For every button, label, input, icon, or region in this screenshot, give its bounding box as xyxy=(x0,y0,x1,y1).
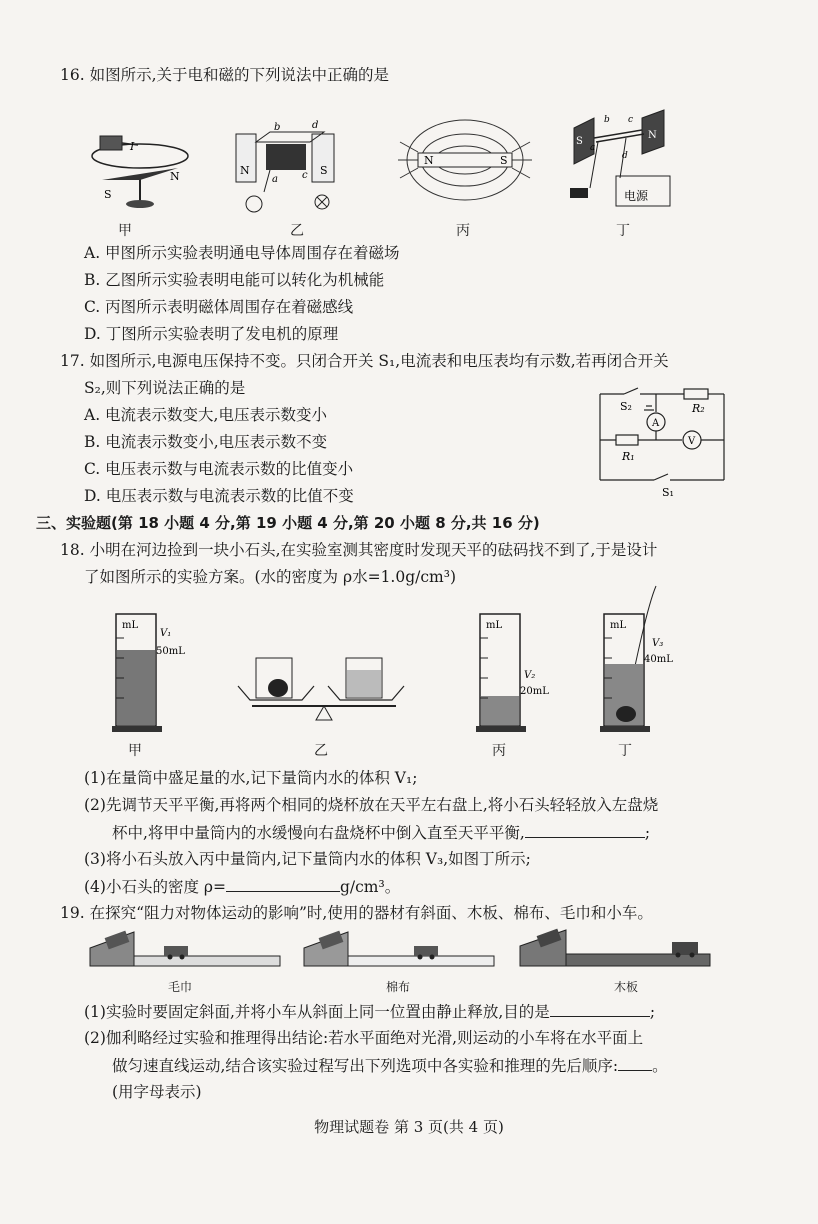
q18-step-4 xyxy=(84,875,400,898)
label-ammeter: A xyxy=(652,418,660,429)
q19-step-2: (2)伽利略经过实验和推理得出结论:若水平面绝对光滑,则运动的小车将在水平面上 xyxy=(84,1029,644,1047)
fig19-caption-cotton: 棉布 xyxy=(386,980,411,994)
q17-stem-2: S₂,则下列说法正确的是 xyxy=(84,379,246,397)
q18-step-1: (1)在量筒中盛足量的水,记下量筒内水的体积 V₁; xyxy=(84,769,418,787)
q16-option-b: B. 乙图所示实验表明电能可以转化为机械能 xyxy=(84,271,385,289)
q19-figure-board xyxy=(518,924,714,974)
fig18-caption-ding: 丁 xyxy=(618,743,632,759)
q19-step-2-text: 做匀速直线运动,结合该实验过程写出下列选项中各实验和推理的先后顺序: xyxy=(112,1057,619,1075)
label-S: S xyxy=(104,188,112,201)
answer-blank-2[interactable] xyxy=(226,875,340,892)
label-r2: R₂ xyxy=(692,402,705,415)
q18-step-4-unit: g/cm³。 xyxy=(339,878,401,896)
q19-period: 。 xyxy=(652,1057,668,1075)
fig-caption-ding: 丁 xyxy=(616,223,630,239)
q19-figure-towel xyxy=(86,926,284,974)
q16-figure-ding xyxy=(560,98,676,216)
q18-step-2-text: 杯中,将甲中量筒内的水缓慢向右盘烧杯中倒入直至天平平衡, xyxy=(112,824,525,842)
q19-semicolon: ; xyxy=(649,1003,656,1021)
label-r1: R₁ xyxy=(622,450,635,463)
label-b: b xyxy=(604,115,610,125)
fig18-caption-yi: 乙 xyxy=(314,743,328,759)
fig-caption-jia: 甲 xyxy=(118,223,132,239)
fig18-caption-bing: 丙 xyxy=(492,743,506,759)
q18-cylinder-jia xyxy=(112,608,192,738)
label-c: c xyxy=(302,170,308,181)
fig19-caption-board: 木板 xyxy=(614,980,639,994)
label-a: a xyxy=(272,174,278,185)
label-d: d xyxy=(312,120,319,131)
label-N: N xyxy=(648,130,657,141)
q18-step-2: (2)先调节天平平衡,再将两个相同的烧杯放在天平左右盘上,将小石头轻轻放入左盘烧 xyxy=(84,796,659,814)
label-S: S xyxy=(576,136,583,147)
label-b: b xyxy=(274,122,281,133)
label-a: a xyxy=(590,143,596,153)
q18-cylinder-ding xyxy=(600,580,686,738)
q17-option-b: B. 电流表示数变小,电压表示数不变 xyxy=(84,433,328,451)
q18-step-2-cont xyxy=(112,821,650,844)
fig19-caption-towel: 毛巾 xyxy=(168,980,193,994)
label-S: S xyxy=(500,154,508,167)
q16-option-c: C. 丙图所示表明磁体周围存在着磁感线 xyxy=(84,298,354,316)
answer-blank-1[interactable] xyxy=(525,821,645,838)
q18-cylinder-bing xyxy=(476,608,556,738)
q17-circuit-diagram xyxy=(594,384,736,502)
fig-caption-bing: 丙 xyxy=(456,223,470,239)
q16-figure-yi xyxy=(232,112,344,216)
label-ml: mL xyxy=(122,620,139,631)
label-c: c xyxy=(628,115,634,125)
label-v1: V₁ xyxy=(160,628,172,639)
q17-option-c: C. 电压表示数与电流表示数的比值变小 xyxy=(84,460,354,478)
label-s2: S₂ xyxy=(620,400,632,413)
q19-step-1 xyxy=(84,1000,655,1023)
q18-semicolon: ; xyxy=(644,824,651,842)
q19-stem: 19. 在探究“阻力对物体运动的影响”时,使用的器材有斜面、木板、棉布、毛巾和小车。 xyxy=(60,904,653,922)
label-d: d xyxy=(622,151,628,161)
q19-step-2-cont xyxy=(112,1054,668,1077)
label-I: I xyxy=(130,140,135,153)
section-title: 三、实验题(第 18 小题 4 分,第 19 小题 4 分,第 20 小题 8 分,共 16 分) xyxy=(36,514,540,532)
answer-blank-3[interactable] xyxy=(550,1000,650,1017)
q19-step-2-note: (用字母表示) xyxy=(112,1083,202,1101)
label-v3: V₃ xyxy=(652,638,664,649)
label-N: N xyxy=(240,164,250,177)
label-s1: S₁ xyxy=(662,486,674,499)
label-ml: mL xyxy=(610,620,627,631)
fig-caption-yi: 乙 xyxy=(290,223,304,239)
q17-stem-1: 17. 如图所示,电源电压保持不变。只闭合开关 S₁,电流表和电压表均有示数,若再闭合开关 xyxy=(60,352,669,370)
q19-figure-cotton xyxy=(300,926,498,974)
q18-stem-2: 了如图所示的实验方案。(水的密度为 ρ水=1.0g/cm³) xyxy=(84,568,457,586)
q18-stem-1: 18. 小明在河边捡到一块小石头,在实验室测其密度时发现天平的砝码找不到了,于是设计 xyxy=(60,541,658,559)
label-power: 电源 xyxy=(624,189,649,203)
label-N: N xyxy=(424,154,434,167)
q18-balance-yi xyxy=(232,650,408,736)
q16-option-a: A. 甲图所示实验表明通电导体周围存在着磁场 xyxy=(84,244,400,262)
q18-step-4-text: (4)小石头的密度 ρ= xyxy=(84,878,226,896)
q16-figure-bing xyxy=(398,112,532,216)
q19-step-1-text: (1)实验时要固定斜面,并将小车从斜面上同一位置由静止释放,目的是 xyxy=(84,1003,550,1021)
label-v3-value: 40mL xyxy=(644,654,673,665)
q16-option-d: D. 丁图所示实验表明了发电机的原理 xyxy=(84,325,339,343)
label-v2: V₂ xyxy=(524,670,536,681)
fig18-caption-jia: 甲 xyxy=(128,743,142,759)
q17-option-d: D. 电压表示数与电流表示数的比值不变 xyxy=(84,487,354,505)
answer-blank-4[interactable] xyxy=(618,1054,652,1071)
label-v1-value: 50mL xyxy=(156,646,185,657)
q18-step-3: (3)将小石头放入丙中量筒内,记下量筒内水的体积 V₃,如图丁所示; xyxy=(84,850,531,868)
label-N: N xyxy=(170,170,180,183)
label-ml: mL xyxy=(486,620,503,631)
q16-figure-jia xyxy=(82,116,202,218)
label-voltmeter: V xyxy=(688,436,696,447)
label-S: S xyxy=(320,164,328,177)
q16-stem: 16. 如图所示,关于电和磁的下列说法中正确的是 xyxy=(60,66,390,84)
label-v2-value: 20mL xyxy=(520,686,549,697)
q17-option-a: A. 电流表示数变大,电压表示数变小 xyxy=(84,406,327,424)
page-footer: 物理试题卷 第 3 页(共 4 页) xyxy=(314,1118,504,1136)
